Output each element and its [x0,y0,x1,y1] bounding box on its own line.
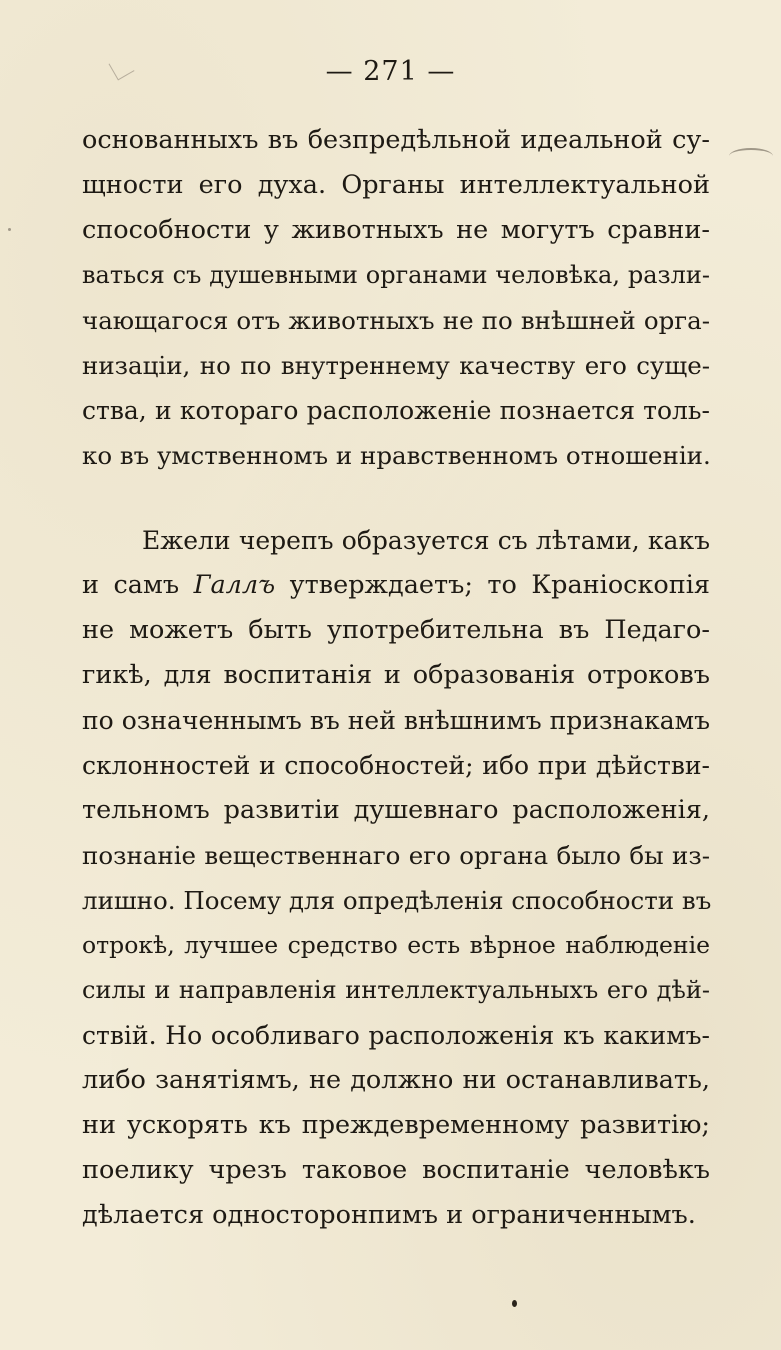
text-line: ствій. Но особливаго расположенія къ какимъ- [82,1021,710,1050]
text-line: тельномъ развитіи душевнаго расположенія, [82,795,710,825]
ink-dot [8,228,11,231]
text-line: склонностей и способностей; ибо при дѣйстви- [82,751,710,780]
edge-stain [729,148,773,164]
text-line: лишно. Посему для опредѣленія способности въ [82,886,712,915]
text-line: ваться съ душевными органами человѣка, разли- [82,261,710,289]
text-line: познаніе вещественнаго его органа было бы из- [82,841,710,870]
text-line: основанныхъ въ безпредѣльной идеальной су- [82,125,710,155]
text-segment: утверждаетъ; то Краніоскопія [289,570,710,600]
text-line: ко въ умственномъ и нравственномъ отношеніи. [82,441,711,470]
text-line: дѣлается односторонпимъ и ограниченнымъ. [82,1200,696,1230]
text-line: ства, и котораго расположеніе познается толь- [82,396,710,425]
text-line: способности у животныхъ не могутъ сравни- [82,215,710,245]
text-line: чающагося отъ животныхъ не по внѣшней орга- [82,306,710,335]
text-line: не можетъ быть употребительна въ Педаго- [82,615,710,645]
text-line: силы и направленія интеллектуальныхъ его дѣй- [82,976,710,1004]
ink-dot [512,1300,517,1307]
page-number: — 271 — [325,56,456,87]
paragraph-2 [82,518,710,1238]
text-line: отрокѣ, лучшее средство есть вѣрное наблюденіе [82,931,710,959]
text-line: либо занятіямъ, не должно ни останавливать, [82,1065,710,1095]
text-line: щности его духа. Органы интеллектуальной [82,170,710,200]
text-line: гикѣ, для воспитанія и образованія отроковъ [82,660,710,690]
text-line: Ежели черепъ образуется съ лѣтами, какъ [142,526,710,555]
text-line: по означеннымъ въ ней внѣшнимъ признакамъ [82,706,710,735]
text-line: ни ускорять къ преждевременному развитію; [82,1110,710,1140]
text-line [82,563,710,608]
text-line: низаціи, но по внутреннему качеству его суще- [82,351,710,380]
text-line: поелику чрезъ таковое воспитаніе человѣкъ [82,1155,710,1185]
author-name: Галлъ [193,570,276,600]
text-segment: и самъ [82,570,180,600]
paragraph-1 [82,118,710,478]
